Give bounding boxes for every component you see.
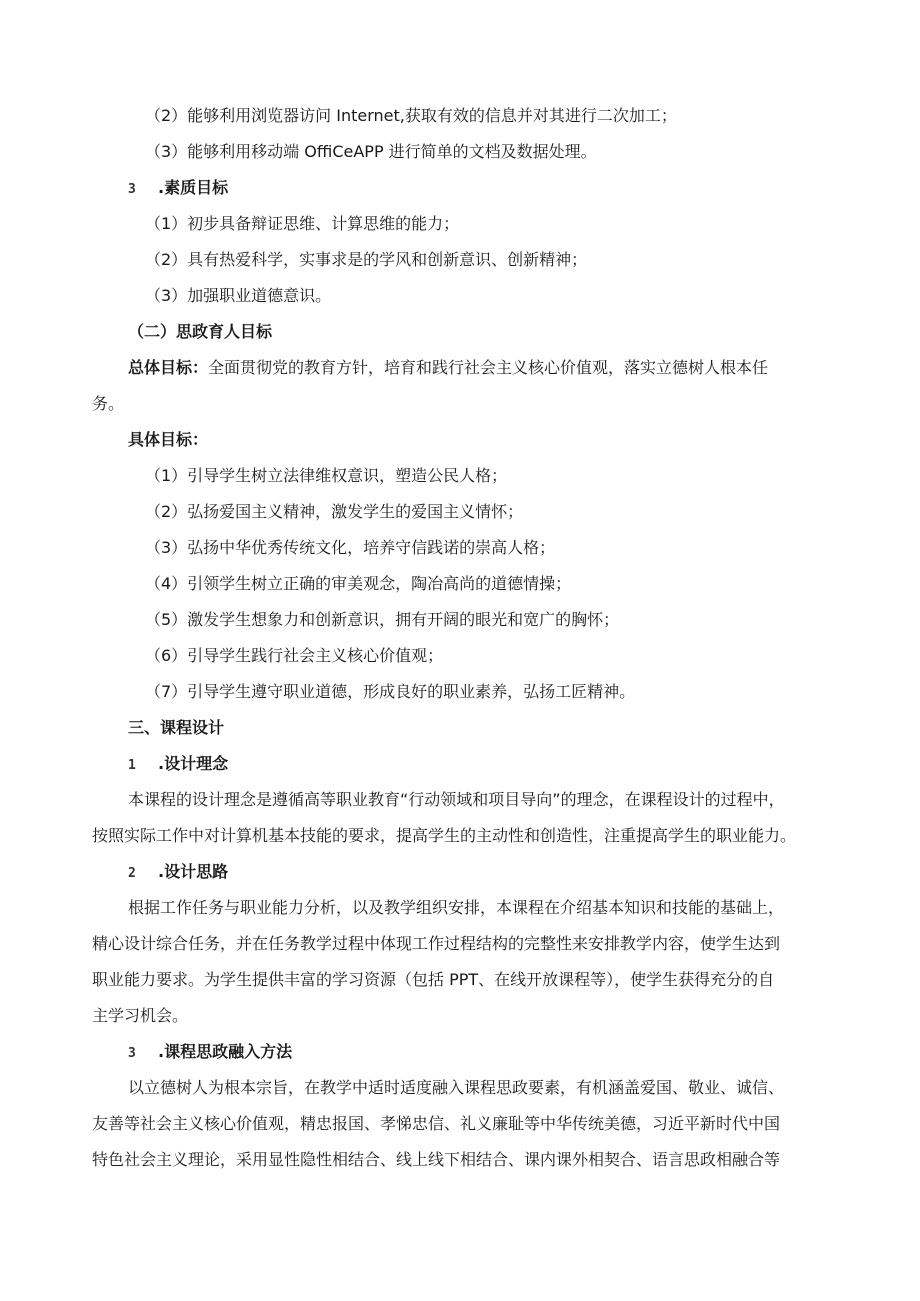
heading-text: .设计思路 [158,862,229,881]
heading-integration-method [128,1042,292,1064]
design-approach-line-2: 精心设计综合任务，并在任务教学过程中体现工作过程结构的完整性来安排教学内容，使学生达到 [92,934,781,953]
quality-item-2: （2）具有热爱科学，实事求是的学风和创新意识、创新精神； [145,250,588,269]
specific-goal-1: （1）引导学生树立法律维权意识，塑造公民人格； [145,466,508,485]
heading-text: .设计理念 [158,754,229,773]
overall-goal-label: 总体目标： [128,358,209,377]
specific-goal-3: （3）弘扬中华优秀传统文化，培养守信践诺的崇高人格； [145,538,556,557]
specific-goal-2: （2）弘扬爱国主义精神，激发学生的爱国主义情怀； [145,502,524,521]
heading-ideological-goals: （二）思政育人目标 [128,322,273,341]
design-approach-line-1: 根据工作任务与职业能力分析，以及教学组织安排，本课程在介绍基本知识和技能的基础上， [128,898,785,917]
specific-goal-6: （6）引导学生践行社会主义核心价值观； [145,646,444,665]
heading-number: 2 [128,866,136,881]
heading-design-concept [128,754,228,776]
specific-goals-label: 具体目标： [128,430,209,449]
specific-goal-5: （5）激发学生想象力和创新意识，拥有开阔的眼光和宽广的胸怀； [145,610,620,629]
specific-goal-7: （7）引导学生遵守职业道德，形成良好的职业素养，弘扬工匠精神。 [145,682,636,701]
overall-goal-text: 全面贯彻党的教育方针，培育和践行社会主义核心价值观，落实立德树人根本任 [208,358,769,377]
integration-line-2: 友善等社会主义核心价值观，精忠报国、孝悌忠信、礼义廉耻等中华传统美德，习近平新时代中国 [92,1114,781,1133]
overall-goal-line-1 [128,358,768,378]
heading-design-approach [128,862,228,884]
design-concept-line-2: 按照实际工作中对计算机基本技能的要求，提高学生的主动性和创造性，注重提高学生的职业能力。 [92,826,797,845]
design-approach-line-4: 主学习机会。 [92,1006,189,1025]
specific-goal-4: （4）引领学生树立正确的审美观念，陶冶高尚的道德情操； [145,574,572,593]
heading-number: 3 [128,182,136,197]
overall-goal-line-2: 务。 [92,394,125,413]
quality-item-1: （1）初步具备辩证思维、计算思维的能力； [145,214,460,233]
design-concept-line-1: 本课程的设计理念是遵循高等职业教育“行动领域和项目导向”的理念，在课程设计的过程中， [128,790,785,809]
skill-item-2: （2）能够利用浏览器访问 Internet,获取有效的信息并对其进行二次加工； [145,106,677,125]
heading-quality-goals [128,178,228,200]
integration-line-1: 以立德树人为根本宗旨，在教学中适时适度融入课程思政要素，有机涵盖爱国、敬业、诚信、 [128,1078,785,1097]
heading-text: .课程思政融入方法 [158,1042,293,1061]
heading-text: .素质目标 [158,178,229,197]
integration-line-3: 特色社会主义理论，采用显性隐性相结合、线上线下相结合、课内课外相契合、语言思政相融合等 [92,1150,781,1169]
heading-number: 1 [128,758,136,773]
heading-number: 3 [128,1046,136,1061]
design-approach-line-3: 职业能力要求。为学生提供丰富的学习资源（包括 PPT、在线开放课程等），使学生获得充分的自 [92,970,775,989]
quality-item-3: （3）加强职业道德意识。 [145,286,332,305]
skill-item-3: （3）能够利用移动端 OffiCeAPP 进行简单的文档及数据处理。 [145,142,597,161]
heading-course-design: 三、课程设计 [128,718,225,737]
